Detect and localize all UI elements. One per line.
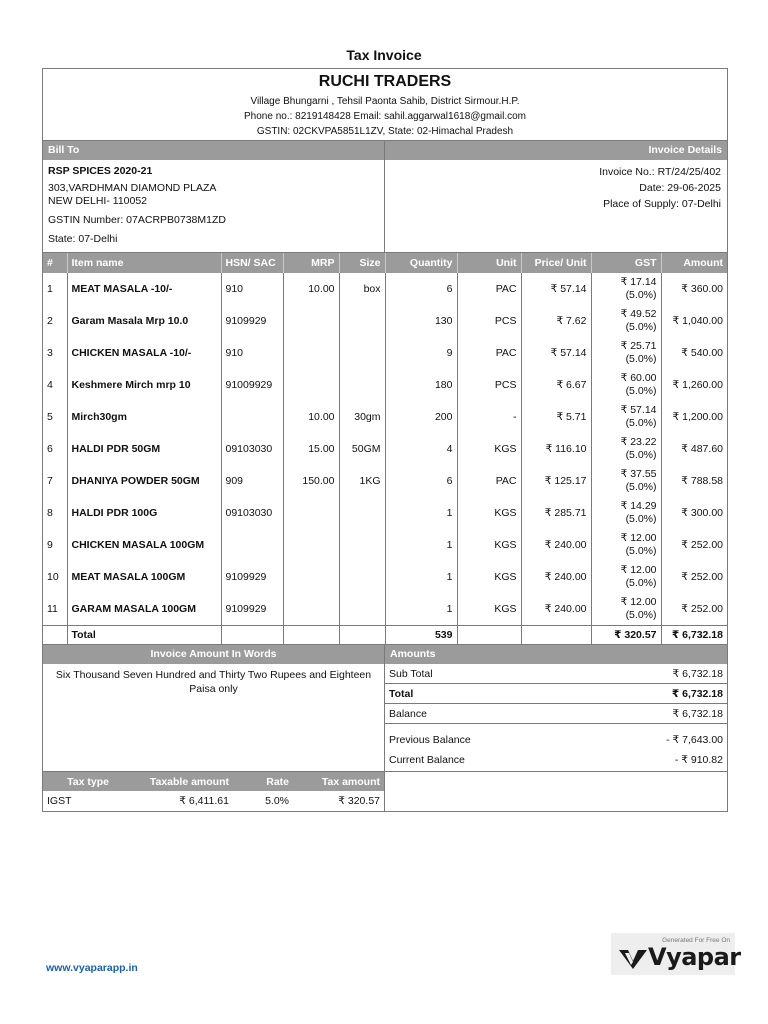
col-unit: Unit xyxy=(457,253,521,273)
item-qty: 6 xyxy=(385,465,457,497)
item-mrp xyxy=(283,337,339,369)
table-row xyxy=(43,497,727,529)
item-amount: ₹ 300.00 xyxy=(681,507,723,519)
invoice-number: Invoice No.: RT/24/25/402 xyxy=(599,166,721,178)
item-gst-amount: ₹ 37.55 xyxy=(620,468,657,480)
item-amount: ₹ 252.00 xyxy=(681,602,723,615)
item-hsn xyxy=(221,401,283,433)
item-hsn: 9109929 xyxy=(221,305,283,337)
item-mrp: 10.00 xyxy=(283,401,339,433)
grand-total-value: ₹ 6,732.18 xyxy=(671,688,723,700)
item-gst xyxy=(591,305,661,337)
item-gst-rate: (5.0%) xyxy=(625,608,657,621)
amount-in-words-panel xyxy=(43,645,385,771)
item-num: 4 xyxy=(43,369,67,401)
item-qty: 200 xyxy=(385,401,457,433)
item-amount: ₹ 252.00 xyxy=(681,539,723,551)
item-gst-rate: (5.0%) xyxy=(625,289,657,301)
table-row xyxy=(43,433,727,465)
item-gst-amount: ₹ 23.22 xyxy=(620,436,657,448)
item-name: HALDI PDR 50GM xyxy=(67,433,221,465)
item-name: Garam Masala Mrp 10.0 xyxy=(67,305,221,337)
tax-col-amount: Tax amount xyxy=(293,772,384,791)
bill-to-panel xyxy=(43,141,385,252)
item-num: 8 xyxy=(43,497,67,529)
item-hsn xyxy=(221,529,283,561)
item-gst xyxy=(591,593,661,625)
sub-total-row xyxy=(385,664,727,684)
invoice-details-heading: Invoice Details xyxy=(385,141,727,160)
item-mrp xyxy=(283,561,339,593)
col-num: # xyxy=(43,253,67,273)
item-num: 9 xyxy=(43,529,67,561)
item-size: 50GM xyxy=(339,433,385,465)
grand-total-label: Total xyxy=(389,688,414,700)
balance-row xyxy=(385,704,727,724)
item-num: 5 xyxy=(43,401,67,433)
item-size xyxy=(339,497,385,529)
item-amount: ₹ 487.60 xyxy=(681,443,723,455)
item-name: DHANIYA POWDER 50GM xyxy=(67,465,221,497)
item-num: 11 xyxy=(43,593,67,625)
company-address: Village Bhungarni , Tehsil Paonta Sahib, District Sirmour.H.P. xyxy=(250,96,520,107)
item-size xyxy=(339,369,385,401)
item-name: HALDI PDR 100G xyxy=(67,497,221,529)
item-size xyxy=(339,529,385,561)
col-price: Price/ Unit xyxy=(521,253,591,273)
current-balance-value: - ₹ 910.82 xyxy=(674,754,723,766)
party-name: RSP SPICES 2020-21 xyxy=(48,165,153,177)
total-quantity: 539 xyxy=(385,625,457,644)
item-name: CHICKEN MASALA 100GM xyxy=(67,529,221,561)
item-qty: 1 xyxy=(385,497,457,529)
invoice-details-panel xyxy=(385,141,727,252)
item-qty: 180 xyxy=(385,369,457,401)
items-header-row xyxy=(43,253,727,273)
item-gst-rate: (5.0%) xyxy=(625,449,657,461)
item-amount: ₹ 360.00 xyxy=(681,283,723,295)
item-hsn: 91009929 xyxy=(221,369,283,401)
item-unit: PCS xyxy=(457,369,521,401)
item-qty: 9 xyxy=(385,337,457,369)
item-gst xyxy=(591,529,661,561)
item-qty: 1 xyxy=(385,561,457,593)
item-mrp xyxy=(283,593,339,625)
item-hsn: 910 xyxy=(221,273,283,305)
item-price: ₹ 240.00 xyxy=(521,561,591,593)
item-hsn: 9109929 xyxy=(221,593,283,625)
item-num: 6 xyxy=(43,433,67,465)
tax-summary-table xyxy=(43,772,385,811)
item-price: ₹ 125.17 xyxy=(521,465,591,497)
summary-section xyxy=(43,644,727,771)
item-gst xyxy=(591,561,661,593)
item-num: 3 xyxy=(43,337,67,369)
previous-balance-label: Previous Balance xyxy=(389,734,471,746)
table-row xyxy=(43,273,727,305)
item-gst-amount: ₹ 60.00 xyxy=(620,372,657,384)
item-price: ₹ 285.71 xyxy=(521,497,591,529)
current-balance-row xyxy=(385,750,727,770)
items-table xyxy=(43,253,727,644)
item-price: ₹ 6.67 xyxy=(521,369,591,401)
item-size: box xyxy=(339,273,385,305)
item-gst-amount: ₹ 14.29 xyxy=(620,500,657,512)
invoice-sheet xyxy=(42,68,728,812)
col-gst: GST xyxy=(591,253,661,273)
sub-total-label: Sub Total xyxy=(389,668,433,680)
party-gstin: GSTIN Number: 07ACRPB0738M1ZD xyxy=(48,214,226,226)
item-qty: 1 xyxy=(385,593,457,625)
tax-col-type: Tax type xyxy=(43,772,113,791)
item-gst xyxy=(591,401,661,433)
vyapar-website-link[interactable]: www.vyaparapp.in xyxy=(46,962,138,974)
tax-col-taxable: Taxable amount xyxy=(113,772,233,791)
item-gst-amount: ₹ 12.00 xyxy=(620,564,657,576)
party-address-line1: 303,VARDHMAN DIAMOND PLAZA xyxy=(48,182,217,194)
item-gst-amount: ₹ 25.71 xyxy=(620,340,657,352)
item-name: MEAT MASALA -10/- xyxy=(67,273,221,305)
tax-header-row xyxy=(43,772,384,791)
item-size xyxy=(339,305,385,337)
item-gst-rate: (5.0%) xyxy=(625,353,657,365)
item-size: 30gm xyxy=(339,401,385,433)
item-num: 10 xyxy=(43,561,67,593)
item-mrp xyxy=(283,369,339,401)
item-amount: ₹ 1,200.00 xyxy=(672,411,723,423)
item-gst xyxy=(591,433,661,465)
col-quantity: Quantity xyxy=(385,253,457,273)
amount-in-words-heading: Invoice Amount In Words xyxy=(43,645,384,664)
col-size: Size xyxy=(339,253,385,273)
table-row xyxy=(43,337,727,369)
invoice-date: Date: 29-06-2025 xyxy=(639,182,721,194)
company-name: RUCHI TRADERS xyxy=(318,73,452,90)
tax-type: IGST xyxy=(47,795,72,807)
amount-in-words-text: Six Thousand Seven Hundred and Thirty Two Rupees and Eighteen Paisa only xyxy=(55,669,372,695)
party-state: State: 07-Delhi xyxy=(48,233,118,245)
item-hsn: 9109929 xyxy=(221,561,283,593)
table-row xyxy=(43,529,727,561)
item-name: MEAT MASALA 100GM xyxy=(67,561,221,593)
tax-section xyxy=(43,771,727,811)
badge-caption: Generated For Free On xyxy=(662,937,730,944)
item-gst-amount: ₹ 12.00 xyxy=(620,595,657,608)
item-price: ₹ 116.10 xyxy=(521,433,591,465)
total-amount: ₹ 6,732.18 xyxy=(661,625,727,644)
item-gst xyxy=(591,465,661,497)
item-hsn: 910 xyxy=(221,337,283,369)
col-amount: Amount xyxy=(661,253,727,273)
party-section xyxy=(43,141,727,253)
item-unit: PCS xyxy=(457,305,521,337)
item-gst xyxy=(591,497,661,529)
item-mrp: 10.00 xyxy=(283,273,339,305)
item-amount: ₹ 788.58 xyxy=(681,475,723,487)
previous-balance-row xyxy=(385,730,727,750)
tax-taxable-amount: ₹ 6,411.61 xyxy=(179,795,229,807)
table-row xyxy=(43,593,727,625)
item-unit: PAC xyxy=(457,465,521,497)
item-gst xyxy=(591,369,661,401)
balance-value: ₹ 6,732.18 xyxy=(672,708,723,720)
col-item-name: Item name xyxy=(67,253,221,273)
item-gst xyxy=(591,337,661,369)
document-title: Tax Invoice xyxy=(346,47,422,63)
item-mrp: 15.00 xyxy=(283,433,339,465)
item-price: ₹ 7.62 xyxy=(521,305,591,337)
item-name: CHICKEN MASALA -10/- xyxy=(67,337,221,369)
col-hsn: HSN/ SAC xyxy=(221,253,283,273)
item-gst-rate: (5.0%) xyxy=(625,481,657,493)
item-unit: - xyxy=(457,401,521,433)
item-size xyxy=(339,561,385,593)
item-unit: KGS xyxy=(457,593,521,625)
item-name: Keshmere Mirch mrp 10 xyxy=(67,369,221,401)
current-balance-label: Current Balance xyxy=(389,754,465,766)
total-gst: ₹ 320.57 xyxy=(591,625,661,644)
total-row xyxy=(385,684,727,704)
table-row xyxy=(43,401,727,433)
item-hsn: 909 xyxy=(221,465,283,497)
tax-amount: ₹ 320.57 xyxy=(338,795,380,807)
table-row xyxy=(43,791,384,811)
item-unit: PAC xyxy=(457,337,521,369)
item-unit: KGS xyxy=(457,529,521,561)
table-row xyxy=(43,305,727,337)
item-size xyxy=(339,337,385,369)
item-price: ₹ 57.14 xyxy=(521,337,591,369)
item-num: 7 xyxy=(43,465,67,497)
item-gst-rate: (5.0%) xyxy=(625,545,657,557)
vyapar-logo-icon xyxy=(619,948,647,970)
item-amount: ₹ 252.00 xyxy=(681,571,723,583)
tax-rate: 5.0% xyxy=(265,795,289,807)
item-mrp: 150.00 xyxy=(283,465,339,497)
amounts-heading: Amounts xyxy=(385,645,727,664)
item-amount: ₹ 1,260.00 xyxy=(672,379,723,391)
item-gst-rate: (5.0%) xyxy=(625,417,657,429)
item-mrp xyxy=(283,529,339,561)
item-gst-amount: ₹ 12.00 xyxy=(620,532,657,544)
sub-total-value: ₹ 6,732.18 xyxy=(672,668,723,680)
vyapar-brand: Vyapar xyxy=(648,943,741,971)
item-gst xyxy=(591,273,661,305)
item-price: ₹ 240.00 xyxy=(521,529,591,561)
item-name: Mirch30gm xyxy=(67,401,221,433)
items-total-row xyxy=(43,625,727,644)
bill-to-heading: Bill To xyxy=(43,141,384,160)
item-unit: KGS xyxy=(457,497,521,529)
company-header xyxy=(43,69,727,141)
balance-label: Balance xyxy=(389,708,427,720)
item-amount: ₹ 1,040.00 xyxy=(672,315,723,327)
item-gst-rate: (5.0%) xyxy=(625,385,657,397)
item-num: 2 xyxy=(43,305,67,337)
total-label: Total xyxy=(67,625,221,644)
item-hsn: 09103030 xyxy=(221,497,283,529)
item-mrp xyxy=(283,497,339,529)
item-gst-amount: ₹ 57.14 xyxy=(620,404,657,416)
company-contact: Phone no.: 8219148428 Email: sahil.aggarwal1618@gmail.com xyxy=(244,111,526,122)
item-qty: 1 xyxy=(385,529,457,561)
item-price: ₹ 57.14 xyxy=(521,273,591,305)
col-mrp: MRP xyxy=(283,253,339,273)
item-gst-amount: ₹ 17.14 xyxy=(620,276,657,288)
item-num: 1 xyxy=(43,273,67,305)
item-amount: ₹ 540.00 xyxy=(681,347,723,359)
place-of-supply: Place of Supply: 07-Delhi xyxy=(603,198,721,210)
item-qty: 130 xyxy=(385,305,457,337)
item-gst-rate: (5.0%) xyxy=(625,513,657,525)
previous-balance-value: - ₹ 7,643.00 xyxy=(666,734,723,746)
item-qty: 4 xyxy=(385,433,457,465)
tax-col-rate: Rate xyxy=(233,772,293,791)
item-gst-rate: (5.0%) xyxy=(625,577,657,589)
item-price: ₹ 240.00 xyxy=(521,593,591,625)
vyapar-badge xyxy=(611,933,741,975)
item-unit: PAC xyxy=(457,273,521,305)
item-unit: KGS xyxy=(457,561,521,593)
party-address-line2: NEW DELHI- 110052 xyxy=(48,195,148,207)
item-gst-rate: (5.0%) xyxy=(625,321,657,333)
item-size: 1KG xyxy=(339,465,385,497)
item-unit: KGS xyxy=(457,433,521,465)
item-gst-amount: ₹ 49.52 xyxy=(620,308,657,320)
item-hsn: 09103030 xyxy=(221,433,283,465)
amounts-panel xyxy=(385,645,727,771)
item-price: ₹ 5.71 xyxy=(521,401,591,433)
table-row xyxy=(43,561,727,593)
item-name: GARAM MASALA 100GM xyxy=(67,593,221,625)
item-qty: 6 xyxy=(385,273,457,305)
table-row xyxy=(43,369,727,401)
company-gstin: GSTIN: 02CKVPA5851L1ZV, State: 02-Himachal Pradesh xyxy=(256,126,514,137)
item-mrp xyxy=(283,305,339,337)
item-size xyxy=(339,593,385,625)
table-row xyxy=(43,465,727,497)
